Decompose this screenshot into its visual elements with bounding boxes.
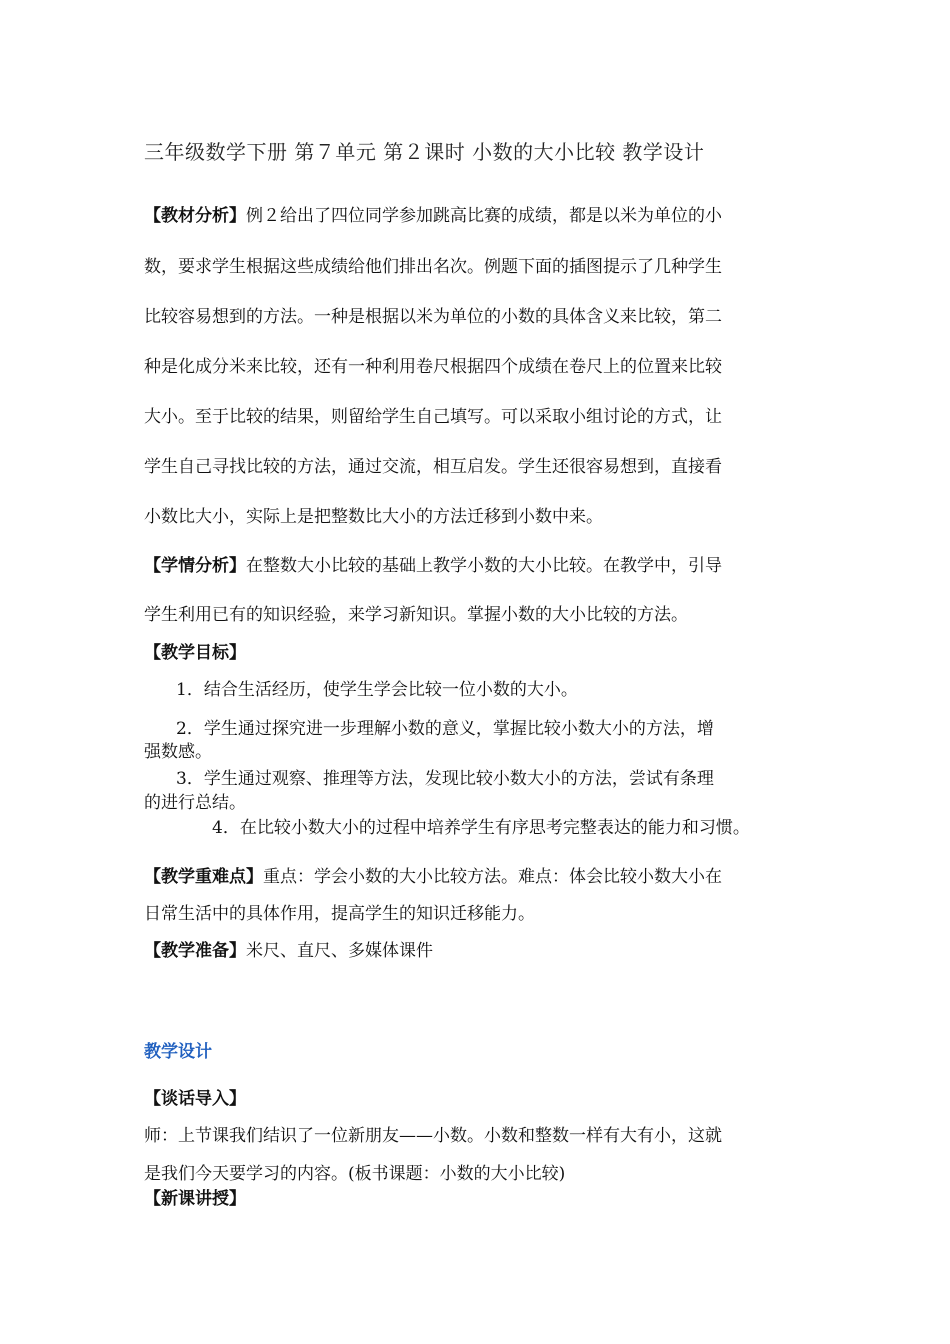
key-points-line: 日常生活中的具体作用，提高学生的知识迁移能力。 [144,904,535,924]
goal-item: 1．结合生活经历，使学生学会比较一位小数的大小。 [176,680,578,700]
goal-item: 4．在比较小数大小的过程中培养学生有序思考完整表达的能力和习惯。 [212,818,750,838]
textbook-analysis-line: 【教材分析】例２给出了四位同学参加跳高比赛的成绩，都是以米为单位的小 [144,206,722,226]
new-lesson-heading: 【新课讲授】 [144,1189,246,1209]
goals-heading: 【教学目标】 [144,643,246,663]
intro-line: 师：上节课我们结识了一位新朋友——小数。小数和整数一样有大有小，这就 [144,1126,722,1146]
textbook-analysis-line: 大小。至于比较的结果，则留给学生自己填写。可以采取小组讨论的方式，让 [144,407,722,427]
textbook-analysis-line: 种是化成分米来比较，还有一种利用卷尺根据四个成绩在卷尺上的位置来比较 [144,357,722,377]
design-section-title: 教学设计 [144,1042,212,1062]
textbook-analysis-line: 比较容易想到的方法。一种是根据以米为单位的小数的具体含义来比较，第二 [144,307,722,327]
student-analysis-line: 【学情分析】在整数大小比较的基础上教学小数的大小比较。在教学中，引导 [144,556,722,576]
preparation-heading: 【教学准备】 [144,941,246,961]
textbook-analysis-line: 数，要求学生根据这些成绩给他们排出名次。例题下面的插图提示了几种学生 [144,257,722,277]
student-analysis-heading: 【学情分析】 [144,556,246,576]
key-points-line: 【教学重难点】重点：学会小数的大小比较方法。难点：体会比较小数大小在 [144,867,722,887]
goal-item: 2．学生通过探究进一步理解小数的意义，掌握比较小数大小的方法，增 [176,719,714,739]
doc-title: 三年级数学下册 第７单元 第２课时 小数的大小比较 教学设计 [144,140,705,164]
intro-heading: 【谈话导入】 [144,1089,246,1109]
textbook-analysis-line: 小数比大小，实际上是把整数比大小的方法迁移到小数中来。 [144,507,603,527]
goal-item: 的进行总结。 [144,793,246,813]
intro-line: 是我们今天要学习的内容。(板书课题：小数的大小比较) [144,1164,566,1184]
preparation-line: 【教学准备】米尺、直尺、多媒体课件 [144,941,433,961]
goal-item: 强数感。 [144,742,212,762]
textbook-analysis-line: 学生自己寻找比较的方法，通过交流，相互启发。学生还很容易想到，直接看 [144,457,722,477]
textbook-analysis-heading: 【教材分析】 [144,206,246,226]
key-points-heading: 【教学重难点】 [144,867,263,887]
goal-item: 3．学生通过观察、推理等方法，发现比较小数大小的方法，尝试有条理 [176,769,714,789]
student-analysis-line: 学生利用已有的知识经验，来学习新知识。掌握小数的大小比较的方法。 [144,605,688,625]
